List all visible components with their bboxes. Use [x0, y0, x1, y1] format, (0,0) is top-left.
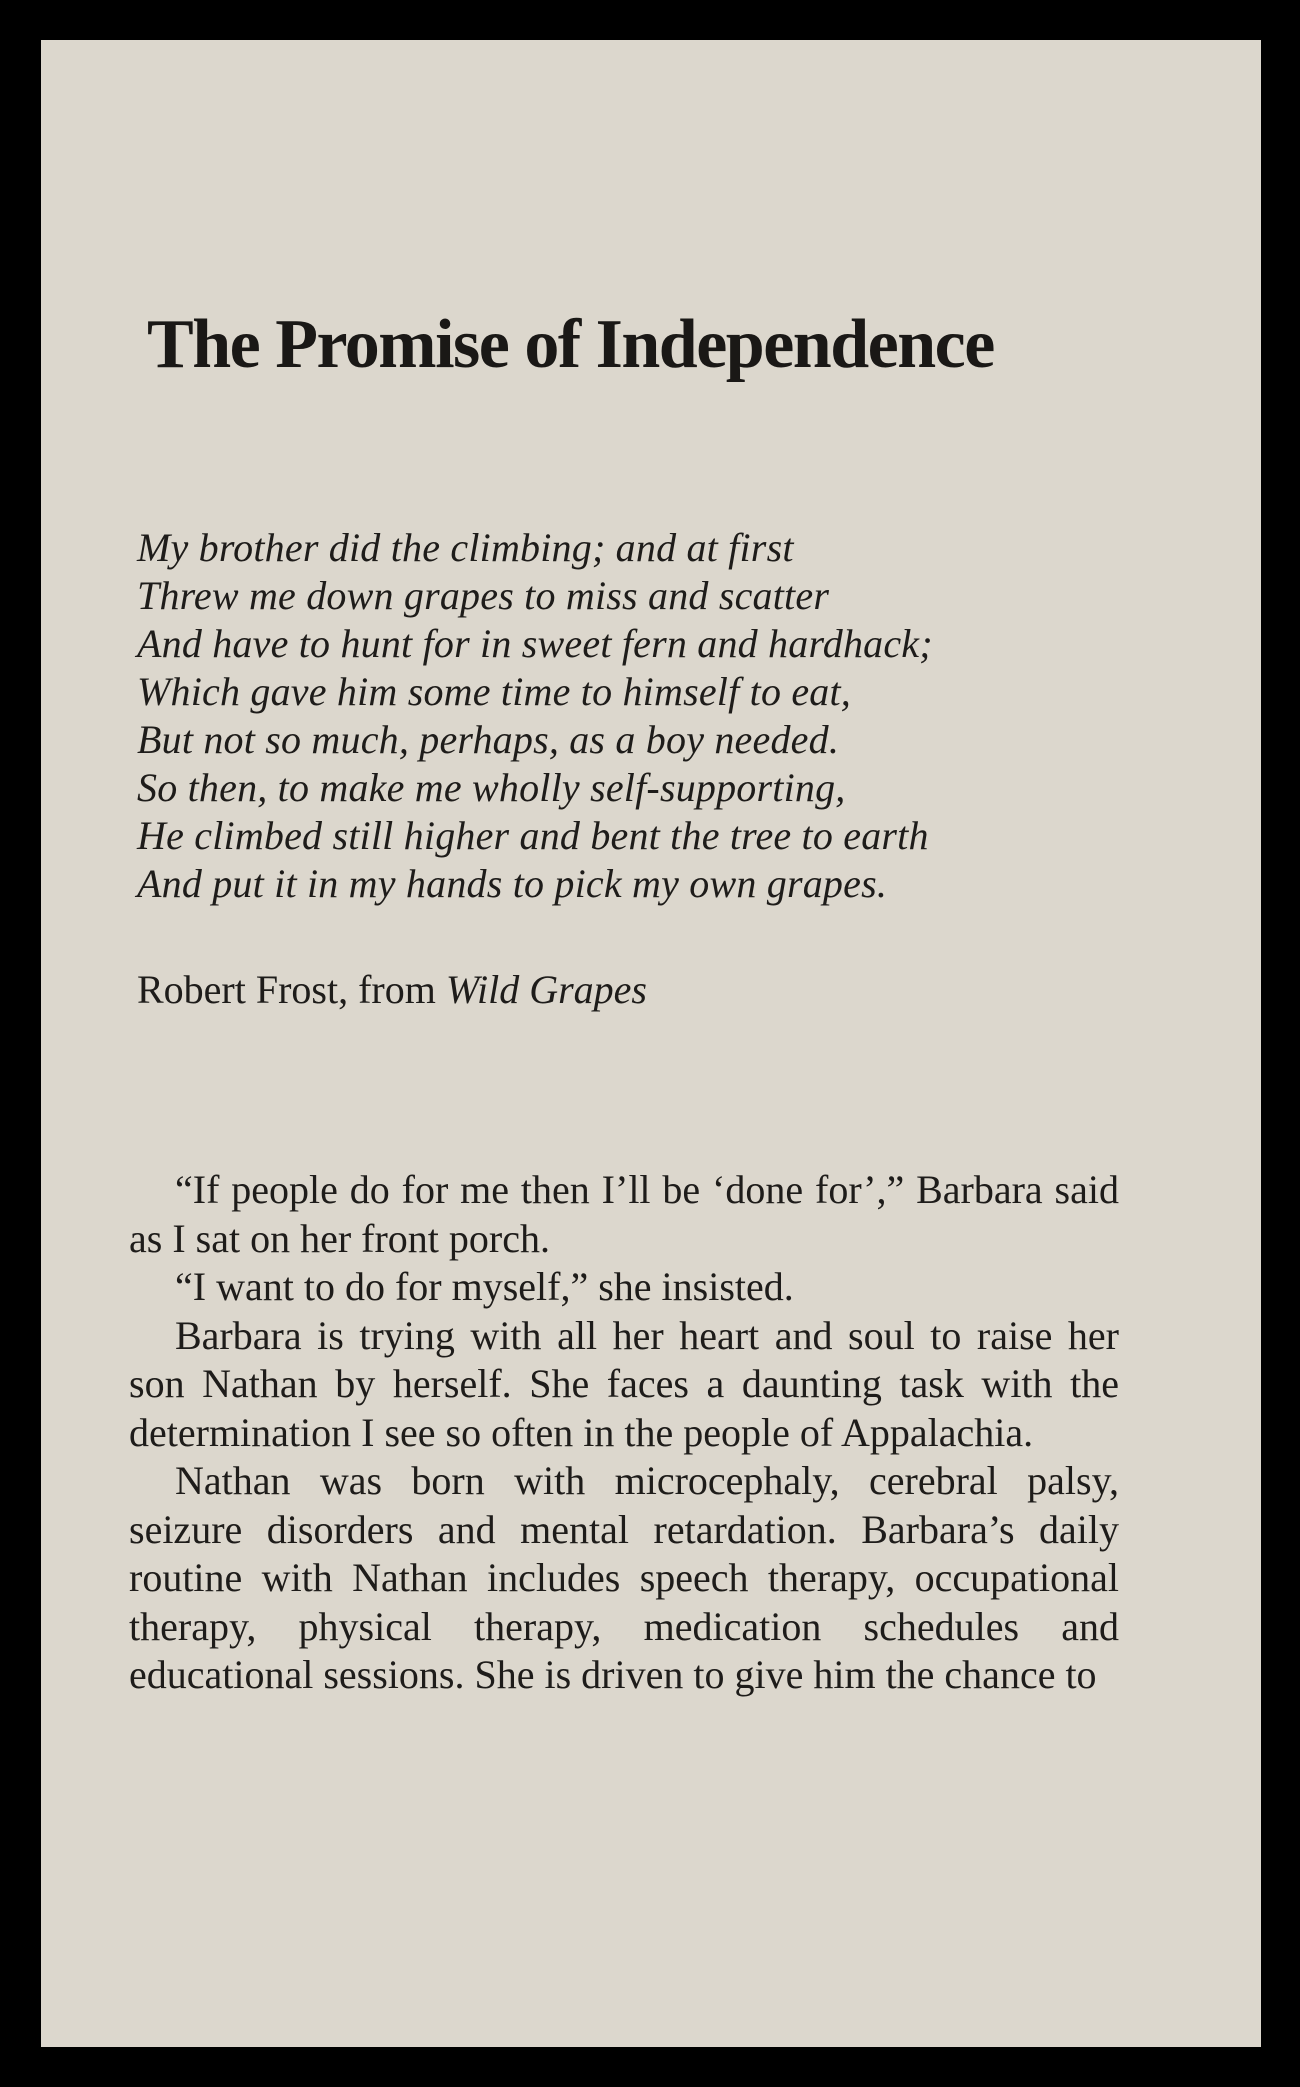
poem-line: Threw me down grapes to miss and scatter	[137, 573, 830, 618]
poem-excerpt	[137, 524, 933, 908]
poem-line: And have to hunt for in sweet fern and hardhack;	[137, 621, 933, 666]
body-paragraph: Barbara is trying with all her heart and soul to raise her son Nathan by herself. She faces a daunting task with the determination I see so often in the people of Appalachia.	[129, 1312, 1119, 1455]
poem-line: Which gave him some time to himself to eat,	[137, 669, 852, 714]
body-paragraph: “If people do for me then I’ll be ‘done for’,” Barbara said as I sat on her front porch.	[129, 1167, 1119, 1261]
poem-line: So then, to make me wholly self-supporting,	[137, 765, 846, 810]
page-title: The Promise of Independence	[147, 306, 994, 383]
body-paragraph: Nathan was born with microcephaly, cerebral palsy, seizure disorders and mental retardation. Barbara’s daily routine with Nathan includes speech therapy, occupational therapy, physical therapy, medication schedules and educational sessions. She is driven to give him the chance to	[129, 1458, 1119, 1697]
article-body	[129, 1166, 1119, 1700]
poem-line: My brother did the climbing; and at first	[137, 525, 794, 570]
attribution-author: Robert Frost, from	[137, 967, 446, 1012]
poem-line: But not so much, perhaps, as a boy needed.	[137, 717, 840, 762]
poem-line: He climbed still higher and bent the tree to earth	[137, 813, 929, 858]
document-page	[41, 40, 1261, 2047]
body-paragraph: “I want to do for myself,” she insisted.	[175, 1264, 794, 1309]
attribution-work-title: Wild Grapes	[445, 967, 647, 1012]
poem-attribution	[137, 966, 647, 1014]
poem-line: And put it in my hands to pick my own grapes.	[137, 861, 888, 906]
